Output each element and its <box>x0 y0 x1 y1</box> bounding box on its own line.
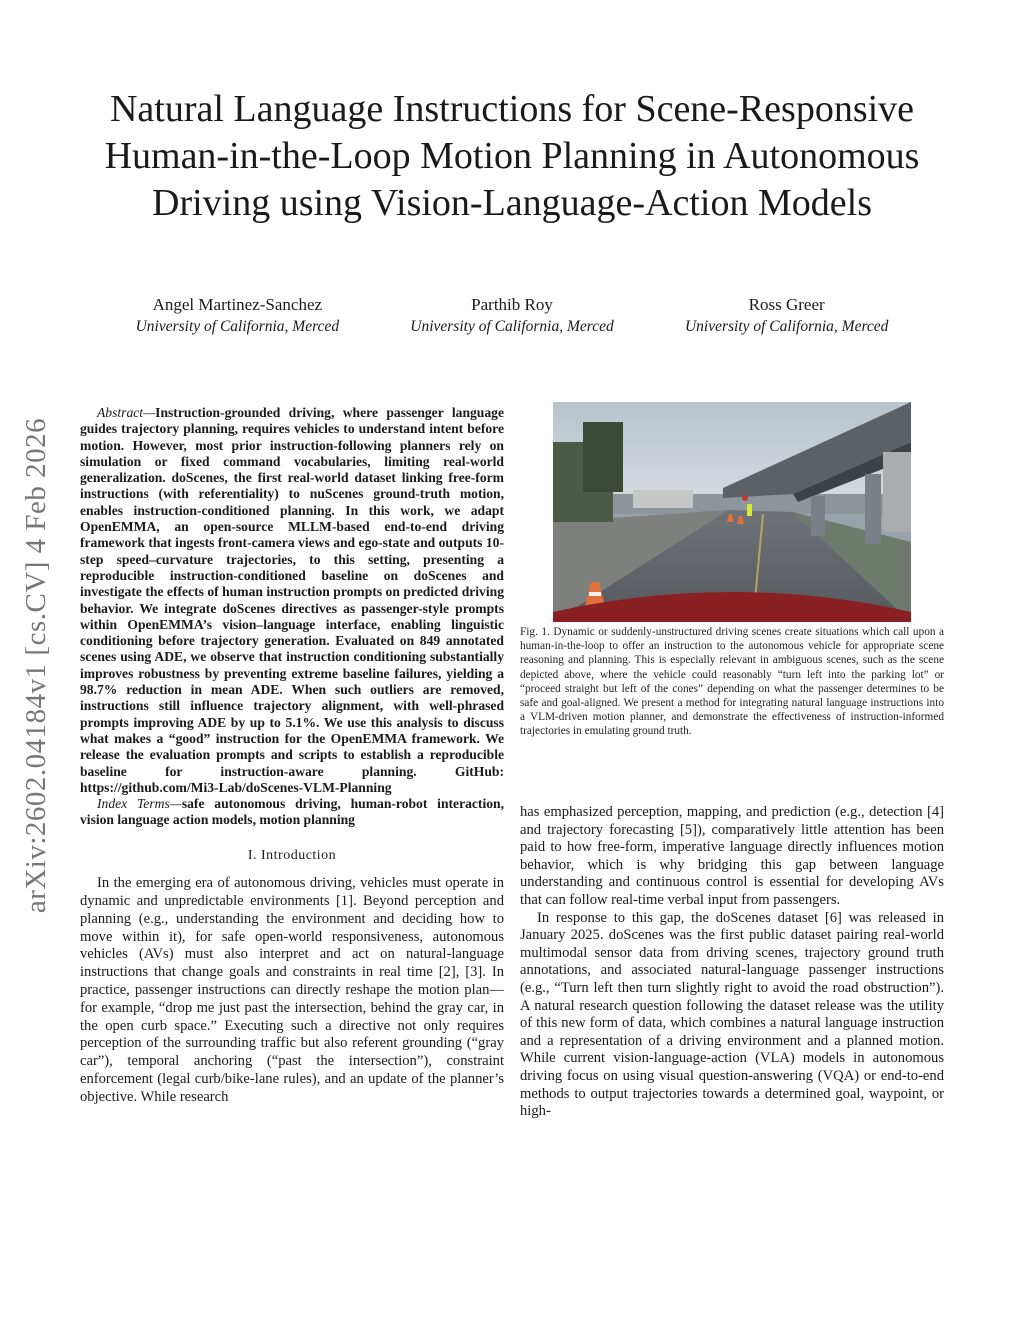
introduction-body <box>80 875 504 1106</box>
author-affiliation: University of California, Merced <box>135 318 340 335</box>
figure-1-caption-label: Fig. 1. <box>520 626 550 638</box>
introduction-paragraph: In the emerging era of autonomous driving, vehicles must operate in dynamic and unpredictable environments [1]. Beyond perception and planning (e.g., understanding the environment and deciding how to move within it), for safe open-world responsiveness, autonomous vehicles (AVs) must also interpret and act on natural-language instructions that change goals and constraints in real time [2], [3]. In practice, passenger instructions can directly reshape the motion plan—for example, “drop me just past the intersection, behind the gray car, in the open curb space.” Executing such a directive not only requires perception of the surrounding traffic but also referent grounding (“gray car”), temporal anchoring (“past the intersection”), constraint enforcement (legal curb/bike-lane rules), and an update of the planner’s objective. While research <box>80 875 504 1105</box>
tree <box>583 422 623 492</box>
right-column <box>520 804 944 1121</box>
author-affiliation: University of California, Merced <box>684 318 889 335</box>
arxiv-identifier-sidebar <box>16 380 58 950</box>
author-2 <box>375 294 650 338</box>
index-terms <box>80 796 504 829</box>
right-column-paragraph-1: has emphasized perception, mapping, and prediction (e.g., detection [4] and trajectory forecasting [5]), comparatively little attention has been paid to how free-form, imperative language directly influences motion behavior, which is why bridging this gap between language understanding and continuous control is essential for developing AVs that can follow real-time verbal input from passengers. <box>520 804 944 908</box>
section-heading-introduction: I. Introduction <box>247 847 337 863</box>
author-affiliation: University of California, Merced <box>410 318 614 335</box>
figure-1-driving-scene-photo <box>553 402 911 622</box>
author-name: Ross Greer <box>748 295 825 314</box>
left-column <box>80 405 504 1106</box>
author-block <box>100 294 924 338</box>
index-terms-text: safe autonomous driving, human-robot interaction, vision language action models, motion planning <box>80 796 504 828</box>
abstract <box>80 405 504 796</box>
overpass-pillar <box>811 496 825 536</box>
author-1 <box>100 294 375 338</box>
stop-sign <box>742 495 748 501</box>
author-3 <box>649 294 924 338</box>
paper-title: Natural Language Instructions for Scene-Responsive Human-in-the-Loop Motion Planning in Autonomous Driving using Vision-Language-Action Models <box>104 88 920 224</box>
figure-1-caption-text: Dynamic or suddenly-unstructured driving scenes create situations which call upon a human-in-the-loop to offer an instruction to the autonomous vehicle for appropriate scene reasoning and planning. This is especially relevant in ambiguous scenes, such as the scene depicted above, where the vehicle could reasonably “turn left into the parking lot” or “proceed straight but left of the cones” depending on what the passenger determines to be safe and goal-aligned. We present a method for integrating natural language instructions into a VLM-driven motion planner, and demonstrate the effectiveness of instruction-informed trajectories in emulating ground truth. <box>520 626 944 738</box>
worker-vest <box>747 504 752 516</box>
author-name: Parthib Roy <box>471 295 553 314</box>
building <box>633 490 693 508</box>
abstract-label: Abstract— <box>97 405 156 420</box>
index-terms-label: Index Terms— <box>97 796 182 812</box>
figure-1-caption <box>520 625 944 739</box>
overpass-pillar <box>865 474 881 544</box>
driving-scene-illustration <box>553 402 911 622</box>
traffic-cone-stripe <box>589 592 601 596</box>
building <box>883 452 911 532</box>
abstract-text: Instruction-grounded driving, where passenger language guides trajectory planning, requires vehicles to understand intent before motion. However, most prior instruction-following planners rely on simulation or fixed command vocabularies, limiting real-world generalization. doScenes, the first real-world dataset linking free-form instructions (with referentiality) to nuScenes ground-truth motion, enables instruction-conditioned planning. In this work, we adapt OpenEMMA, an open-source MLLM-based end-to-end driving framework that ingests front-camera views and ego-state and outputs 10-step speed–curvature trajectories, to this setting, presenting a reproducible instruction-conditioned baseline on doScenes and investigate the effects of human instruction prompts on predicted driving behavior. We integrate doScenes directives as passenger-style prompts within OpenEMMA’s vision–language interface, enabling linguistic conditioning before trajectory generation. Evaluated on 849 annotated scenes using ADE, we observe that instruction conditioning substantially improves robustness by preventing extreme baseline failures, yielding a 98.7% reduction in mean ADE. When such outliers are removed, instructions still influence trajectory alignment, with well-phrased prompts improving ADE by up to 5.1%. We use this analysis to discuss what makes a “good” instruction for the OpenEMMA framework. We release the evaluation prompts and scripts to establish a reproducible baseline for instruction-aware planning. GitHub: https://github.com/Mi3-Lab/doScenes-VLM-Planning <box>80 405 504 795</box>
author-name: Angel Martinez-Sanchez <box>152 295 323 314</box>
right-column-paragraph-2: In response to this gap, the doScenes dataset [6] was released in January 2025. doScenes was the first public dataset pairing real-world multimodal sensor data from driving scenes, trajectory ground truth annotations, and associated natural-language passenger instructions (e.g., “Turn left then turn slightly right to avoid the road obstruction”). A natural research question following the dataset release was the utility of this new form of data, which combines a natural language instruction and a representation of a driving environment and a planned motion. While current vision-language-action (VLA) models in autonomous driving focus on using visual question-answering (VQA) or end-to-end methods to output trajectories towards a determined goal, waypoint, or high- <box>520 909 944 1120</box>
arxiv-identifier: arXiv:2602.04184v1 [cs.CV] 4 Feb 2026 <box>20 417 53 913</box>
